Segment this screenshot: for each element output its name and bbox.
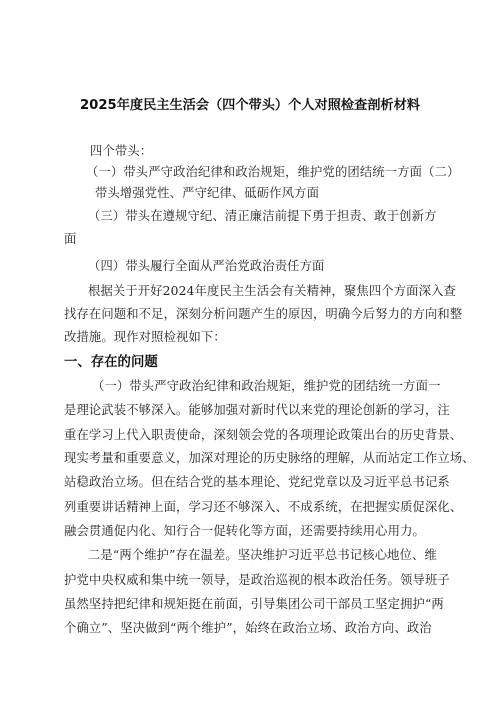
paragraph-line: 根据关于开好2024年度民主生活会有关精神，聚焦四个方面深入查 xyxy=(88,284,456,298)
paragraph-line: 站稳政治立场。但在结合党的基本理论、党纪党章以及习近平总书记系 xyxy=(64,475,450,489)
section-heading: 一、存在的问题 xyxy=(64,355,158,370)
paragraph-line: （一）带头严守政治纪律和政治规矩，维护党的团结统一方面（二） xyxy=(86,165,460,179)
paragraph-line: （四）带头履行全面从严治党政治责任方面 xyxy=(88,259,325,273)
paragraph-line: 个确立”、坚决做到“两个维护”，始终在政治立场、政治方向、政治 xyxy=(64,621,432,635)
paragraph-line: 重在学习上代入职责使命，深刻领会党的各项理论政策出台的历史背景、 xyxy=(64,428,463,442)
paragraph-line: 二是“两个维护”存在温差。坚决维护习近平总书记核心地位、维 xyxy=(88,548,437,562)
paragraph-line: 虽然坚持把纪律和规矩挺在前面，引导集团公司干部员工坚定拥护“两 xyxy=(64,597,444,611)
paragraph-line: 面 xyxy=(64,232,77,246)
paragraph-line: 四个带头： xyxy=(90,144,153,158)
paragraph-line: （三）带头在遵规守纪、清正廉洁前提下勇于担责、敢于创新方 xyxy=(88,209,437,223)
paragraph-line: 改措施。现作对照检视如下： xyxy=(64,330,226,344)
paragraph-line: 列重要讲话精神上面，学习还不够深入、不成系统，在把握实质促深化、 xyxy=(64,500,463,514)
document-title: 2025年度民主生活会（四个带头）个人对照检查剖析材料 xyxy=(79,98,420,113)
paragraph-line: 现实考量和重要意义，加深对理论的历史脉络的理解，从而站定工作立场、 xyxy=(64,451,475,465)
paragraph-line: 是理论武装不够深入。能够加强对新时代以来党的理论创新的学习，注 xyxy=(64,403,450,417)
paragraph-line: 护党中央权威和集中统一领导，是政治巡视的根本政治任务。领导班子 xyxy=(64,573,450,587)
paragraph-line: （一）带头严守政治纪律和政治规矩，维护党的团结统一方面一 xyxy=(92,379,441,393)
paragraph-line: 找存在问题和不足，深刻分析问题产生的原因，明确今后努力的方向和整 xyxy=(64,307,463,321)
paragraph-line: 带头增强党性、严守纪律、砥砺作风方面 xyxy=(95,186,320,200)
paragraph-line: 融会贯通促内化、知行合一促转化等方面，还需要持续用心用力。 xyxy=(64,524,425,538)
